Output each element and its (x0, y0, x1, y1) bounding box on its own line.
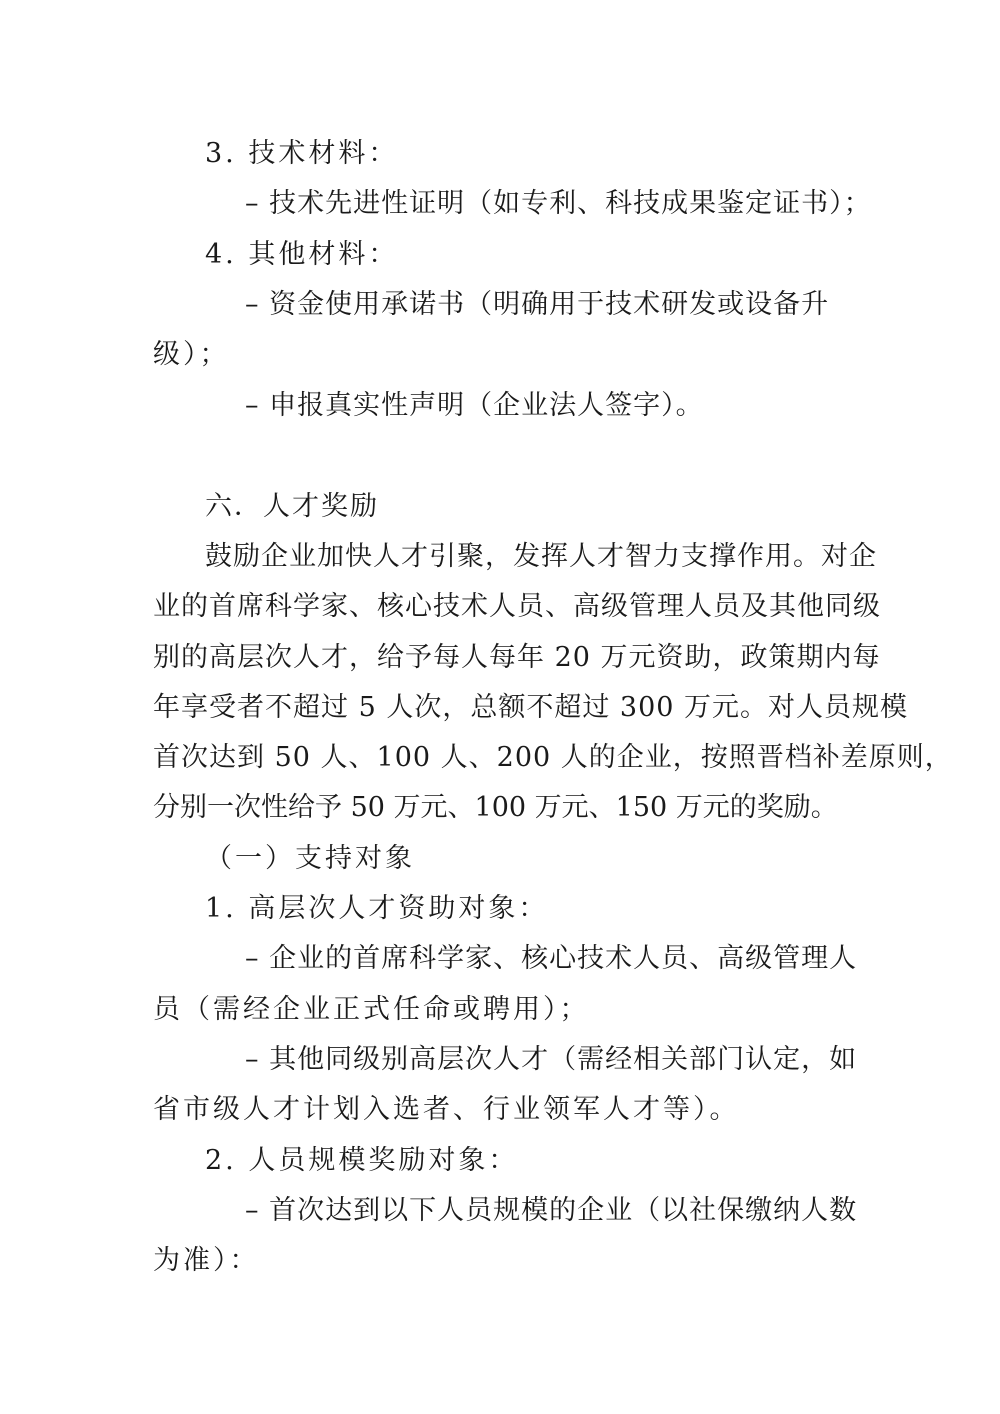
materials-item-4-bullet-2: – 申报真实性声明（企业法人签字）。 (245, 390, 704, 421)
materials-item-4-bullet-1-line-1: – 资金使用承诺书（明确用于技术研发或设备升 (245, 289, 830, 320)
section-6-paragraph-line: 业的首席科学家、核心技术人员、高级管理人员及其他同级 (153, 591, 881, 622)
support-targets-subheading: （一）支持对象 (205, 843, 415, 874)
section-6-paragraph-line: 分别一次性给予 50 万元、100 万元、150 万元的奖励。 (153, 792, 838, 823)
materials-item-4-title: 4. 其他材料： (205, 239, 399, 270)
materials-item-3-title: 3. 技术材料： (205, 138, 399, 169)
section-6-paragraph-line: 别的高层次人才，给予每人每年 20 万元资助，政策期内每 (153, 642, 881, 673)
talent-subsidy-item-title: 1. 高层次人才资助对象： (205, 893, 549, 924)
section-6-heading: 六．人才奖励 (205, 491, 379, 522)
headcount-award-bullet-1-line-1: – 首次达到以下人员规模的企业（以社保缴纳人数 (245, 1195, 858, 1226)
talent-subsidy-bullet-1-line-1: – 企业的首席科学家、核心技术人员、高级管理人 (245, 943, 858, 974)
section-6-paragraph-line: 鼓励企业加快人才引聚，发挥人才智力支撑作用。对企 (205, 541, 877, 572)
talent-subsidy-bullet-2-line-2: 省市级人才计划入选者、行业领军人才等）。 (153, 1094, 740, 1125)
section-6-paragraph-line: 年享受者不超过 5 人次，总额不超过 300 万元。对人员规模 (153, 692, 909, 723)
headcount-award-bullet-1-line-2: 为准）： (153, 1245, 260, 1276)
materials-item-4-bullet-1-line-2: 级）； (153, 339, 230, 370)
talent-subsidy-bullet-2-line-1: – 其他同级别高层次人才（需经相关部门认定，如 (245, 1044, 858, 1075)
talent-subsidy-bullet-1-line-2: 员（需经企业正式任命或聘用）； (153, 994, 590, 1025)
section-6-paragraph-line: 首次达到 50 人、100 人、200 人的企业，按照晋档补差原则， (153, 742, 953, 773)
materials-item-3-bullet: – 技术先进性证明（如专利、科技成果鉴定证书）； (245, 188, 872, 219)
headcount-award-item-title: 2. 人员规模奖励对象： (205, 1145, 519, 1176)
